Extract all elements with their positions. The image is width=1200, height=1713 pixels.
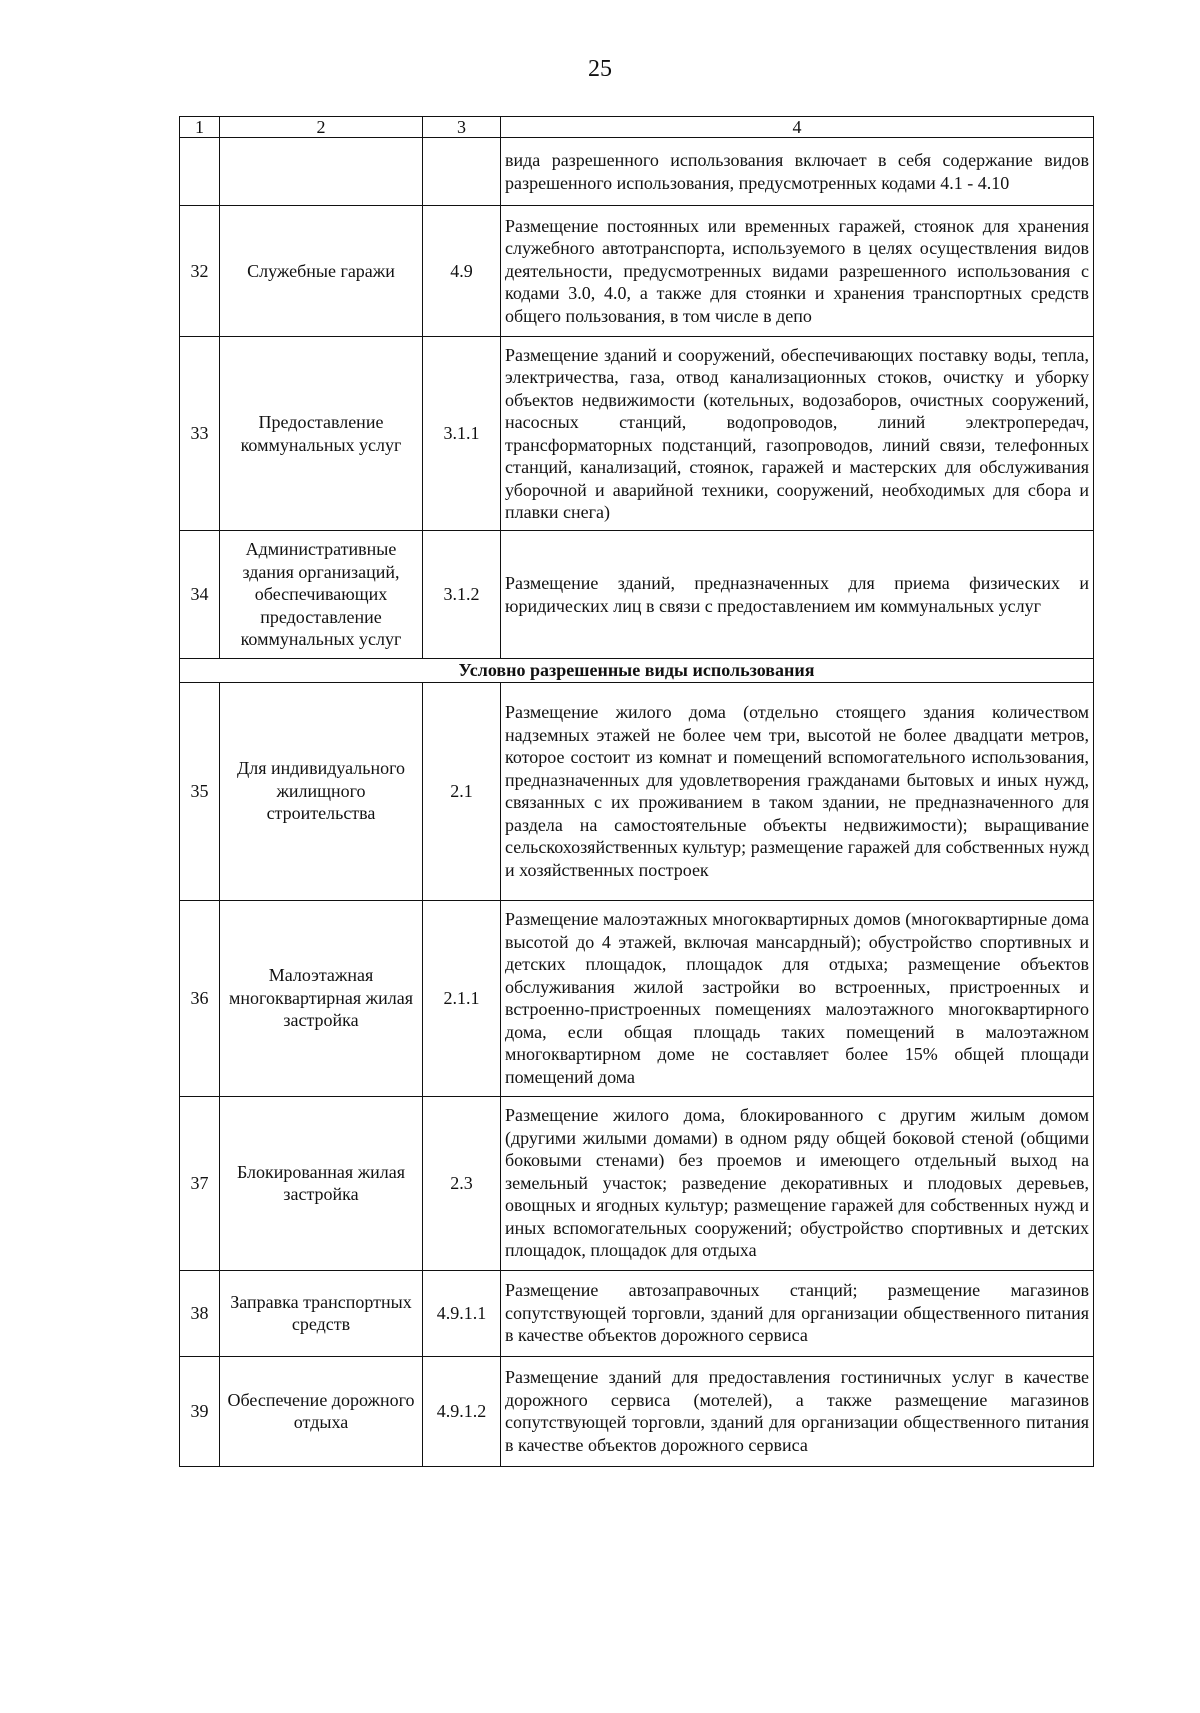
land-use-name: Административные здания организаций, обеспечивающих предоставление коммунальных услуг [220, 531, 423, 659]
table-row [180, 206, 1094, 337]
row-number: 36 [180, 900, 220, 1096]
land-use-description: Размещение автозаправочных станций; размещение магазинов сопутствующей торговли, зданий для организации общественного питания в качестве объектов дорожного сервиса [501, 1270, 1094, 1356]
land-use-description: Размещение зданий для предоставления гостиничных услуг в качестве дорожного сервиса (мотелей), а также размещение магазинов сопутствующей торговли, зданий для организации общественного питания в качестве объектов дорожного сервиса [501, 1356, 1094, 1466]
section-title: Условно разрешенные виды использования [180, 659, 1094, 683]
land-use-description: Размещение зданий, предназначенных для приема физических и юридических лиц в связи с предоставлением им коммунальных услуг [501, 531, 1094, 659]
land-use-name: Блокированная жилая застройка [220, 1096, 423, 1270]
land-use-code: 3.1.2 [423, 531, 501, 659]
section-row [180, 659, 1094, 683]
header-col-4: 4 [501, 117, 1094, 138]
table-header-row [180, 117, 1094, 138]
land-use-table [179, 116, 1094, 1467]
land-use-code: 2.1.1 [423, 900, 501, 1096]
table-row [180, 531, 1094, 659]
continuation-row [180, 138, 1094, 206]
row-number: 34 [180, 531, 220, 659]
table-row [180, 682, 1094, 900]
row-number: 37 [180, 1096, 220, 1270]
table-row [180, 1270, 1094, 1356]
page-number: 25 [588, 56, 612, 82]
land-use-code: 2.3 [423, 1096, 501, 1270]
table-row [180, 1096, 1094, 1270]
land-use-description: Размещение жилого дома (отдельно стоящего здания количеством надземных этажей не более чем три, высотой не более двадцати метров, которое состоит из комнат и помещений вспомогательного использования, предназначенных для удовлетворения гражданами бытовых и иных нужд, связанных с их проживанием в таком здании, не предназначенного для раздела на самостоятельные объекты недвижимости); выращивание сельскохозяйственных культур; размещение гаражей для собственных нужд и хозяйственных построек [501, 682, 1094, 900]
land-use-code: 4.9 [423, 206, 501, 337]
empty-cell [220, 138, 423, 206]
header-col-2: 2 [220, 117, 423, 138]
table-row [180, 337, 1094, 531]
land-use-description: Размещение жилого дома, блокированного с другим жилым домом (другими жилыми домами) в одном ряду общей боковой стеной (общими боковыми стенами) без проемов и имеющего отдельный выход на земельный участок; разведение декоративных и плодовых деревьев, овощных и ягодных культур; размещение гаражей для собственных нужд и иных вспомогательных сооружений; обустройство спортивных и детских площадок, площадок для отдыха [501, 1096, 1094, 1270]
land-use-description: Размещение постоянных или временных гаражей, стоянок для хранения служебного автотранспорта, используемого в целях осуществления видов деятельности, предусмотренных видами разрешенного использования с кодами 3.0, 4.0, а также для стоянки и хранения транспортных средств общего пользования, в том числе в депо [501, 206, 1094, 337]
row-number: 32 [180, 206, 220, 337]
empty-cell [180, 138, 220, 206]
row-number: 38 [180, 1270, 220, 1356]
land-use-code: 3.1.1 [423, 337, 501, 531]
land-use-name: Для индивидуального жилищного строительства [220, 682, 423, 900]
land-use-description: Размещение малоэтажных многоквартирных домов (многоквартирные дома высотой до 4 этажей, включая мансардный); обустройство спортивных и детских площадок, площадок для отдыха; размещение объектов обслуживания жилой застройки во встроенных, пристроенных и встроенно-пристроенных помещениях малоэтажного многоквартирного дома, если общая площадь таких помещений в малоэтажном многоквартирном доме не составляет более 15% общей площади помещений дома [501, 900, 1094, 1096]
row-number: 33 [180, 337, 220, 531]
table-row [180, 900, 1094, 1096]
table-body [180, 117, 1094, 1467]
land-use-code: 2.1 [423, 682, 501, 900]
land-use-code: 4.9.1.1 [423, 1270, 501, 1356]
header-col-1: 1 [180, 117, 220, 138]
land-use-name: Обеспечение дорожного отдыха [220, 1356, 423, 1466]
land-use-name: Служебные гаражи [220, 206, 423, 337]
continuation-text: вида разрешенного использования включает в себя содержание видов разрешенного использования, предусмотренных кодами 4.1 - 4.10 [501, 138, 1094, 206]
table-row [180, 1356, 1094, 1466]
land-use-description: Размещение зданий и сооружений, обеспечивающих поставку воды, тепла, электричества, газа, отвод канализационных стоков, очистку и уборку объектов недвижимости (котельных, водозаборов, очистных сооружений, насосных станций, водопроводов, линий электропередач, трансформаторных подстанций, газопроводов, линий связи, телефонных станций, канализаций, стоянок, гаражей и мастерских для обслуживания уборочной и аварийной техники, сооружений, необходимых для сбора и плавки снега) [501, 337, 1094, 531]
empty-cell [423, 138, 501, 206]
land-use-name: Малоэтажная многоквартирная жилая застройка [220, 900, 423, 1096]
land-use-name: Предоставление коммунальных услуг [220, 337, 423, 531]
land-use-name: Заправка транспортных средств [220, 1270, 423, 1356]
header-col-3: 3 [423, 117, 501, 138]
row-number: 35 [180, 682, 220, 900]
row-number: 39 [180, 1356, 220, 1466]
land-use-code: 4.9.1.2 [423, 1356, 501, 1466]
